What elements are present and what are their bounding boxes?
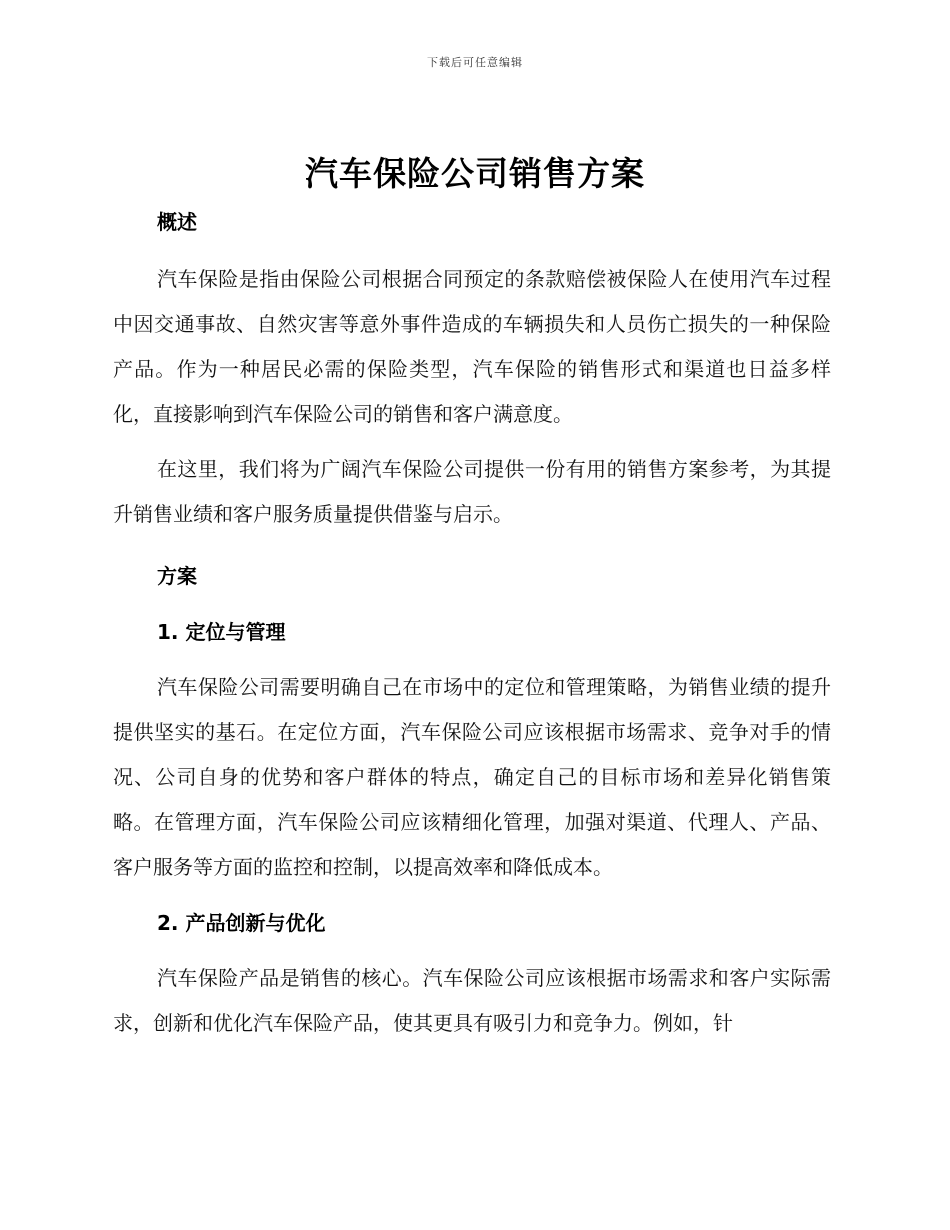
header-note: 下载后可任意编辑 — [427, 56, 523, 69]
section-heading-plan: 方案 — [157, 564, 197, 588]
paragraph-product: 汽车保险产品是销售的核心。汽车保险公司应该根据市场需求和客户实际需求，创新和优化汽车保险产品，使其更具有吸引力和竞争力。例如，针 — [113, 966, 831, 1035]
subheading-product: 2. 产品创新与优化 — [157, 911, 326, 935]
section-heading-overview: 概述 — [157, 210, 197, 234]
paragraph-overview-1: 汽车保险是指由保险公司根据合同预定的条款赔偿被保险人在使用汽车过程中因交通事故、自然灾害等意外事件造成的车辆损失和人员伤亡损失的一种保险产品。作为一种居民必需的保险类型，汽车保险的销售形式和渠道也日益多样化，直接影响到汽车保险公司的销售和客户满意度。 — [113, 267, 831, 426]
document-title: 汽车保险公司销售方案 — [305, 154, 645, 193]
paragraph-overview-2: 在这里，我们将为广阔汽车保险公司提供一份有用的销售方案参考，为其提升销售业绩和客户服务质量提供借鉴与启示。 — [113, 457, 831, 526]
subheading-positioning: 1. 定位与管理 — [157, 620, 286, 644]
paragraph-positioning: 汽车保险公司需要明确自己在市场中的定位和管理策略，为销售业绩的提升提供坚实的基石。在定位方面，汽车保险公司应该根据市场需求、竞争对手的情况、公司自身的优势和客户群体的特点，确定自己的目标市场和差异化销售策略。在管理方面，汽车保险公司应该精细化管理，加强对渠道、代理人、产品、客户服务等方面的监控和控制，以提高效率和降低成本。 — [113, 675, 831, 879]
document-body — [113, 205, 831, 1046]
